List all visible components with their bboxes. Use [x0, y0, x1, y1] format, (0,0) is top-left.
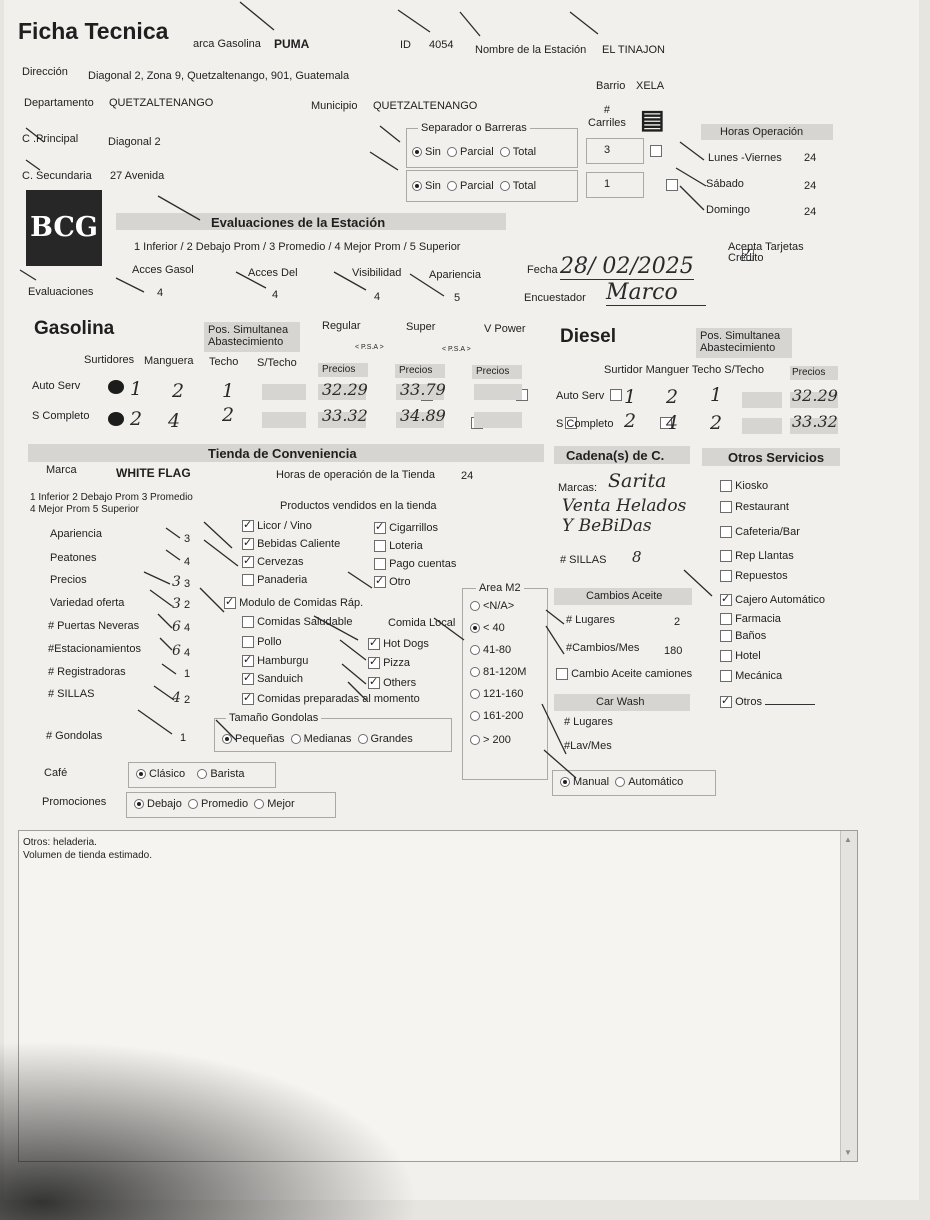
gas-auto-price-super: 33.79	[400, 380, 446, 399]
scroll-down-icon[interactable]: ▼	[844, 1148, 852, 1157]
departamento-label: Departamento	[24, 97, 94, 109]
tienda-marca-label: Marca	[46, 464, 77, 476]
diesel-cols: Surtidor Manguer Techo S/Techo	[604, 364, 764, 376]
lugares-value: 2	[674, 616, 681, 628]
horas-day: Sábado	[706, 178, 744, 190]
cambios-title: Cambios Aceite	[586, 590, 663, 602]
secundaria-label: C. Secundaria	[22, 170, 92, 182]
gas-auto-techo: 1	[222, 380, 235, 402]
horas-value: 24	[804, 180, 817, 192]
otros-item[interactable]: Hotel	[720, 650, 761, 662]
otros-item[interactable]: Mecánica	[720, 670, 782, 682]
barrio-value: XELA	[636, 80, 665, 92]
direccion-value: Diagonal 2, Zona 9, Quetzaltenango, 901, Guatemala	[88, 70, 350, 82]
gas-comp-techo: 2	[222, 404, 235, 426]
otros-item[interactable]: Farmacia	[720, 613, 781, 625]
fecha-value: 28/ 02/2025	[560, 254, 694, 279]
tienda-rating-handwritten: 3	[172, 596, 181, 612]
diesel-auto-label: Auto Serv	[556, 390, 605, 402]
barrio-label: Barrio	[596, 80, 626, 92]
tienda-rating-value: 3	[184, 578, 191, 590]
cafe-options[interactable]: Clásico Barista	[136, 768, 245, 780]
otros-item[interactable]: ✓ Otros	[720, 696, 815, 708]
gas-comp-manguera: 4	[168, 410, 181, 432]
gondolas-label: # Gondolas	[46, 730, 103, 742]
comida-local-item[interactable]: ✓ Hot Dogs	[368, 638, 429, 650]
gas-pos-label: Pos. Simultanea Abastecimiento	[208, 324, 289, 348]
pen-marks	[4, 0, 919, 1200]
gas-comp-surtidores: 2	[130, 408, 143, 430]
separador-principal-options[interactable]: Sin Parcial Total	[412, 146, 536, 158]
precios-label: Precios	[792, 367, 826, 378]
eval-label: Visibilidad	[352, 267, 402, 279]
gas-comp-price-super: 34.89	[400, 406, 446, 425]
diesel-completo-label: S Completo	[556, 418, 614, 430]
secundaria-value: 27 Avenida	[110, 170, 165, 182]
lugares-label: # Lugares	[566, 614, 615, 626]
producto-item[interactable]: ✓ Hamburgu	[242, 655, 308, 667]
photo-shadow	[0, 1040, 420, 1220]
notes-line: Volumen de tienda estimado.	[23, 850, 152, 861]
psa-label: < P.S.A >	[355, 344, 384, 351]
bcg-logo: BCG	[26, 190, 102, 266]
tienda-rating-value: 2	[184, 694, 191, 706]
gas-comp-price-regular: 33.32	[322, 406, 368, 425]
traffic-light-icon: ▤	[640, 104, 665, 134]
id-label: ID	[400, 39, 411, 51]
eval-label: Apariencia	[429, 269, 481, 281]
precios-label: Precios	[399, 365, 433, 376]
marcas-handwritten: Venta Helados	[562, 496, 687, 516]
gas-col: S/Techo	[257, 357, 297, 369]
producto-item[interactable]: ✓ Sanduich	[242, 673, 303, 685]
tienda-rating-value: 4	[184, 647, 191, 659]
gas-col: Manguera	[144, 355, 194, 367]
separador-label: Separador o Barreras	[418, 122, 530, 134]
tienda-rating-label: Apariencia	[50, 528, 102, 540]
diesel-pos-label: Pos. Simultanea Abastecimiento	[700, 330, 781, 354]
tamano-label: Tamaño Gondolas	[226, 712, 321, 724]
gondolas-value: 1	[180, 732, 187, 744]
tienda-rating-value: 4	[184, 622, 191, 634]
area-option[interactable]: 121-160	[470, 688, 523, 700]
tienda-scale: 1 Inferior 2 Debajo Prom 3 Promedio	[30, 492, 193, 503]
separador-secundaria-options[interactable]: Sin Parcial Total	[412, 180, 536, 192]
diesel-auto-price: 32.29	[792, 386, 838, 405]
auto-serv-label: Auto Serv	[32, 380, 81, 392]
station-label: Nombre de la Estación	[475, 44, 587, 56]
precios-label: Precios	[322, 364, 356, 375]
cw-lugares-label: # Lugares	[564, 716, 613, 728]
comida-local-item[interactable]: ✓ Others	[368, 677, 416, 689]
carriles-secundaria-value: 1	[604, 178, 611, 190]
producto-item[interactable]: ✓ Bebidas Caliente	[242, 538, 340, 550]
notes-line: Otros: heladeria.	[23, 837, 97, 848]
camiones-item[interactable]: Cambio Aceite camiones	[556, 668, 692, 680]
horas-title: Horas Operación	[720, 126, 804, 138]
municipio-value: QUETZALTENANGO	[373, 100, 478, 112]
tienda-rating-value: 2	[184, 599, 191, 611]
s-completo-label: S Completo	[32, 410, 90, 422]
producto-item[interactable]: Loteria	[374, 540, 423, 552]
gas-product: V Power	[484, 323, 526, 335]
tienda-rating-label: Variedad oferta	[50, 597, 125, 609]
carwash-options[interactable]: Manual Automático	[560, 776, 683, 788]
otros-item[interactable]: Restaurant	[720, 501, 789, 513]
area-option[interactable]: < 40	[470, 622, 505, 634]
producto-item[interactable]: Pollo	[242, 636, 282, 648]
marca-label: arca Gasolina	[193, 38, 261, 50]
form-sheet	[4, 0, 919, 1200]
cambios-mes-value: 180	[664, 645, 683, 657]
promociones-label: Promociones	[42, 796, 107, 808]
area-option[interactable]: 41-80	[470, 644, 511, 656]
diesel-comp-surtidor: 2	[624, 410, 637, 432]
area-option[interactable]: 161-200	[470, 710, 523, 722]
encuestador-value: Marco	[606, 280, 706, 306]
diesel-comp-manguera: 4	[666, 412, 679, 434]
fecha-label: Fecha	[527, 264, 558, 276]
tienda-rating-label: # Puertas Neveras	[48, 620, 140, 632]
producto-item[interactable]: ✓ Cervezas	[242, 556, 304, 568]
cadena-sillas-value: 8	[632, 548, 642, 566]
precios-label: Precios	[476, 366, 510, 377]
tienda-rating-value: 4	[184, 556, 191, 568]
cafe-label: Café	[44, 767, 68, 779]
carriles-principal-value: 3	[604, 144, 611, 156]
otros-item[interactable]: Baños	[720, 630, 766, 642]
otros-item[interactable]: Kiosko	[720, 480, 768, 492]
tamano-options[interactable]: Pequeñas Medianas Grandes	[222, 733, 413, 745]
tienda-rating-handwritten: 6	[172, 643, 181, 659]
eval-value: 4	[374, 291, 381, 303]
diesel-comp-techo: 2	[710, 412, 723, 434]
diesel-comp-price: 33.32	[792, 412, 838, 431]
area-option[interactable]: 81-120M	[470, 666, 526, 678]
tienda-rating-label: Peatones	[50, 552, 97, 564]
cambios-mes-label: #Cambios/Mes	[566, 642, 640, 654]
producto-item[interactable]: ✓ Licor / Vino	[242, 520, 312, 532]
comida-local-item[interactable]: ✓ Pizza	[368, 657, 410, 669]
productos-title: Productos vendidos en la tienda	[280, 500, 437, 512]
promociones-options[interactable]: Debajo Promedio Mejor	[134, 798, 295, 810]
tienda-rating-value: 1	[184, 668, 191, 680]
producto-item[interactable]: ✓ Modulo de Comidas Ráp.	[224, 597, 363, 609]
tarjetas-label: Acepta Tarjetas Crédito	[728, 241, 804, 264]
tienda-horas-label: Horas de operación de la Tienda	[276, 469, 435, 481]
diesel-auto-surtidor: 1	[624, 386, 637, 408]
gas-auto-surtidores: 1	[130, 378, 143, 400]
comida-local-label: Comida Local	[388, 617, 456, 629]
gas-col: Techo	[209, 356, 239, 368]
eval-value: 5	[454, 292, 461, 304]
principal-value: Diagonal 2	[108, 136, 161, 148]
area-option[interactable]: > 200	[470, 734, 511, 746]
carriles-label: # Carriles	[588, 104, 626, 129]
tienda-rating-handwritten: 6	[172, 619, 181, 635]
diesel-title: Diesel	[560, 326, 616, 347]
gas-product: Regular	[322, 320, 361, 332]
id-value: 4054	[429, 39, 454, 51]
horas-day: Lunes -Viernes	[708, 152, 782, 164]
otros-title: Otros Servicios	[728, 450, 825, 465]
horas-day: Domingo	[706, 204, 751, 216]
diesel-auto-manguera: 2	[666, 386, 679, 408]
producto-item[interactable]: Comidas Saludable	[242, 616, 352, 628]
marcas-handwritten: Sarita	[608, 470, 667, 492]
tienda-scale: 4 Mejor Prom 5 Superior	[30, 504, 139, 515]
tienda-rating-label: Precios	[50, 574, 87, 586]
horas-value: 24	[804, 152, 817, 164]
producto-item[interactable]: ✓ Otro	[374, 576, 410, 588]
producto-item[interactable]: ✓ Cigarrillos	[374, 522, 438, 534]
eval-label: Acces Del	[248, 267, 298, 279]
gas-col: Surtidores	[84, 354, 135, 366]
direccion-label: Dirección	[22, 66, 68, 78]
psa-label: < P.S.A >	[442, 346, 471, 353]
otros-item[interactable]: Cafeteria/Bar	[720, 526, 800, 538]
tienda-title: Tienda de Conveniencia	[208, 446, 357, 461]
otros-item[interactable]: Rep Llantas	[720, 550, 794, 562]
marcas-handwritten: Y BeBiDas	[562, 516, 652, 536]
tienda-rating-label: # Registradoras	[48, 666, 126, 678]
station-value: EL TINAJON	[602, 44, 665, 56]
cadena-sillas-label: # SILLAS	[560, 554, 607, 566]
producto-item[interactable]: ✓ Comidas preparadas al momento	[242, 693, 420, 705]
departamento-value: QUETZALTENANGO	[109, 97, 214, 109]
horas-value: 24	[804, 206, 817, 218]
tienda-marca-value: WHITE FLAG	[116, 466, 191, 480]
producto-item[interactable]: Pago cuentas	[374, 558, 456, 570]
marca-value: PUMA	[274, 37, 310, 51]
carwash-title: Car Wash	[596, 696, 645, 708]
cadena-title: Cadena(s) de C.	[566, 448, 665, 463]
tienda-horas-value: 24	[461, 470, 474, 482]
tienda-rating-label: #Estacionamientos	[48, 643, 141, 655]
eval-label: Acces Gasol	[132, 264, 194, 276]
tienda-rating-handwritten: 4	[172, 690, 181, 706]
principal-label: C .Principal	[22, 133, 79, 145]
scroll-up-icon[interactable]: ▲	[844, 835, 852, 844]
municipio-label: Municipio	[311, 100, 358, 112]
tienda-rating-handwritten: 3	[172, 574, 181, 590]
area-option[interactable]: <N/A>	[470, 600, 514, 612]
eval-value: 4	[157, 287, 164, 299]
tienda-rating-value: 3	[184, 533, 191, 545]
evaluaciones-scale: 1 Inferior / 2 Debajo Prom / 3 Promedio / 4 Mejor Prom / 5 Superior	[134, 241, 461, 253]
diesel-auto-techo: 1	[710, 384, 723, 406]
evaluaciones-row-label: Evaluaciones	[28, 286, 94, 298]
area-title: Area M2	[476, 582, 524, 594]
gas-auto-manguera: 2	[172, 380, 185, 402]
producto-item[interactable]: Panaderia	[242, 574, 307, 586]
otros-item[interactable]: ✓ Cajero Automático	[720, 594, 825, 606]
gasolina-title: Gasolina	[34, 318, 115, 339]
otros-item[interactable]: Repuestos	[720, 570, 788, 582]
marcas-label: Marcas:	[558, 482, 598, 494]
cw-lav-label: #Lav/Mes	[564, 740, 612, 752]
eval-value: 4	[272, 289, 279, 301]
evaluaciones-title: Evaluaciones de la Estación	[211, 215, 386, 230]
gas-auto-price-regular: 32.29	[322, 380, 368, 399]
tienda-rating-label: # SILLAS	[48, 688, 95, 700]
form-title: Ficha Tecnica	[18, 18, 169, 44]
gas-product: Super	[406, 321, 436, 333]
encuestador-label: Encuestador	[524, 292, 586, 304]
